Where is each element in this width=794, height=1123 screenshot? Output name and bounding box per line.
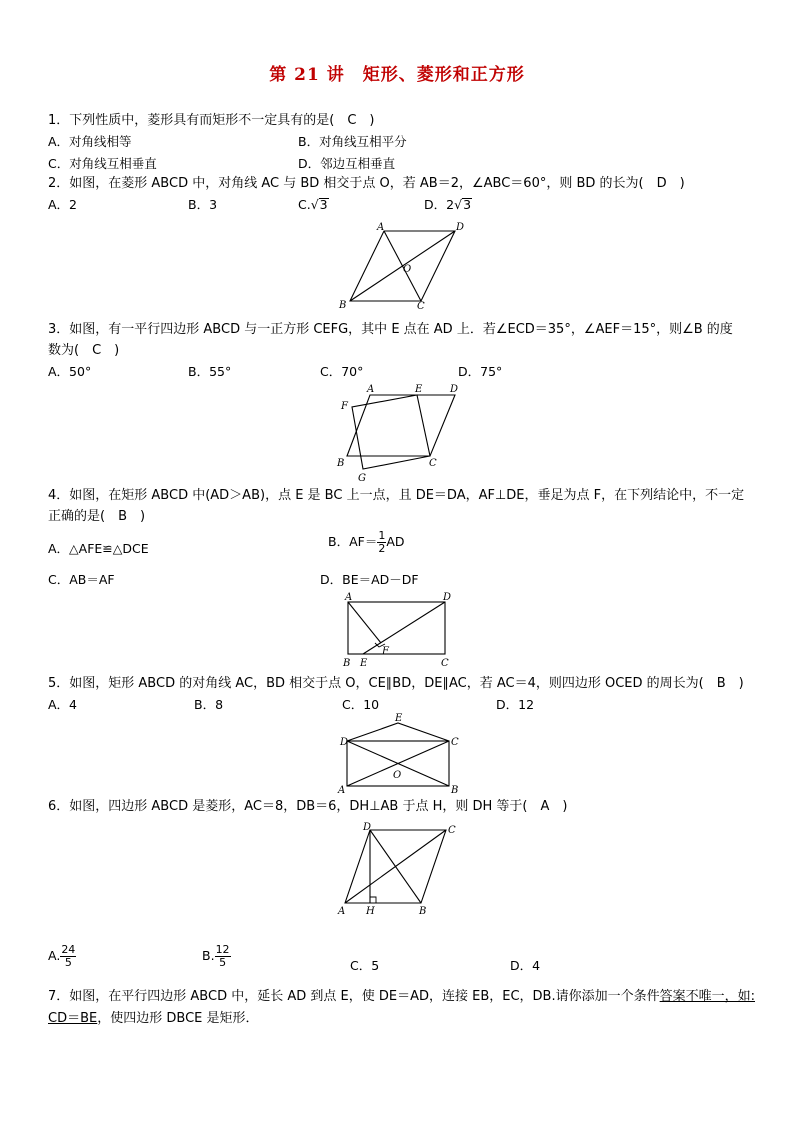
- q4-label-e: E: [360, 658, 368, 669]
- q6-option-a: A. $\frac{24}{5}$: [48, 943, 76, 969]
- q1-option-b: B．对角线互相平分: [298, 134, 407, 149]
- q5-option-c: C．10: [342, 697, 380, 712]
- q2-rhombus-figure: [335, 220, 465, 316]
- q7-answer: CD＝BE: [48, 1011, 98, 1026]
- q2-option-d: D．2√3: [424, 197, 472, 212]
- q6-label-a: A: [338, 906, 346, 917]
- q5-option-a: A．4: [48, 697, 78, 712]
- q4-option-a: A．△AFE≌△DCE: [48, 541, 149, 556]
- q6-label-b: B: [419, 906, 427, 917]
- q1-option-c: C．对角线互相垂直: [48, 156, 157, 171]
- q3-option-a: A．50°: [48, 364, 92, 379]
- question-3-stem-line1: 3．如图，有一平行四边形 ABCD 与一正方形 CEFG，其中 E 点在 AD 上．若∠ECD＝35°，∠AEF＝15°，则∠B 的度: [48, 322, 733, 337]
- q2-label-d: D: [456, 222, 465, 233]
- question-4-stem-line1: 4．如图，在矩形 ABCD 中(AD＞AB)，点 E 是 BC 上一点，且 DE＝DA，AF⊥DE，垂足为点 F，在下列结论中，不一定: [48, 488, 745, 503]
- q2-label-o: O: [403, 264, 412, 275]
- q3-option-d: D．75°: [458, 364, 503, 379]
- q5-label-b: B: [451, 785, 459, 796]
- question-4-stem-line2: 正确的是( B ): [48, 509, 146, 524]
- q5-option-d: D．12: [496, 697, 535, 712]
- q2-option-a: A．2: [48, 197, 78, 212]
- q3-parallelogram-square-figure: [335, 383, 465, 487]
- q2-label-b: B: [339, 300, 347, 311]
- question-7-stem-line2: CD＝BE，使四边形 DBCE 是矩形．: [48, 1011, 259, 1026]
- q5-label-d: D: [340, 737, 349, 748]
- q2-option-b: B．3: [188, 197, 218, 212]
- q4-label-a: A: [345, 592, 353, 603]
- q2-label-a: A: [377, 222, 385, 233]
- q4-option-b: B．AF＝ $\frac{1}{2}$ AD: [328, 529, 405, 555]
- q6-label-c: C: [448, 825, 456, 836]
- q4-label-f: F: [382, 646, 389, 657]
- question-1-stem: 1．下列性质中，菱形具有而矩形不一定具有的是( C ): [48, 113, 375, 128]
- q3-label-e: E: [415, 384, 423, 395]
- q5-label-e: E: [395, 713, 403, 724]
- q1-option-d: D．邻边互相垂直: [298, 156, 396, 171]
- q4-label-d: D: [443, 592, 452, 603]
- q6-label-d: D: [363, 822, 372, 833]
- q6-label-h: H: [366, 906, 375, 917]
- q4-option-d: D．BE＝AD－DF: [320, 572, 419, 587]
- question-3-stem-line2: 数为( C ): [48, 343, 120, 358]
- question-5-stem: 5．如图，矩形 ABCD 的对角线 AC，BD 相交于点 O，CE∥BD，DE∥AC，若 AC＝4，则四边形 OCED 的周长为( B ): [48, 676, 744, 691]
- q6-option-c: C．5: [350, 958, 380, 973]
- q1-option-a: A．对角线相等: [48, 134, 132, 149]
- q5-option-b: B．8: [194, 697, 224, 712]
- q5-rectangle-figure: [337, 713, 467, 799]
- q5-label-a: A: [338, 785, 346, 796]
- q6-option-d: D．4: [510, 958, 541, 973]
- question-6-stem: 6．如图，四边形 ABCD 是菱形，AC＝8，DB＝6，DH⊥AB 于点 H，则 DH 等于( A ): [48, 799, 568, 814]
- q3-label-c: C: [429, 458, 437, 469]
- question-2-stem: 2．如图，在菱形 ABCD 中，对角线 AC 与 BD 相交于点 O，若 AB＝2，∠ABC＝60°，则 BD 的长为( D ): [48, 176, 685, 191]
- page-title: 第 21 讲 矩形、菱形和正方形: [269, 65, 525, 85]
- q3-label-d: D: [450, 384, 459, 395]
- q4-rectangle-figure: [340, 592, 460, 674]
- q4-label-b: B: [343, 658, 351, 669]
- q5-label-o: O: [393, 770, 402, 781]
- q5-label-c: C: [451, 737, 459, 748]
- q4-option-c: C．AB＝AF: [48, 572, 115, 587]
- q3-label-g: G: [358, 473, 366, 484]
- q3-label-f: F: [341, 401, 348, 412]
- q4-label-c: C: [441, 658, 449, 669]
- q6-rhombus-figure: [333, 822, 463, 922]
- q3-label-b: B: [337, 458, 345, 469]
- q6-option-b: B. $\frac{12}{5}$: [202, 943, 230, 969]
- q2-option-c: C.√3: [298, 197, 328, 212]
- q2-label-c: C: [417, 301, 425, 312]
- q3-option-b: B．55°: [188, 364, 232, 379]
- q3-label-a: A: [367, 384, 375, 395]
- question-7-stem-line1: 7．如图，在平行四边形 ABCD 中，延长 AD 到点 E，使 DE＝AD，连接 EB，EC，DB.请你添加一个条件答案不唯一，如:: [48, 989, 755, 1004]
- q3-option-c: C．70°: [320, 364, 364, 379]
